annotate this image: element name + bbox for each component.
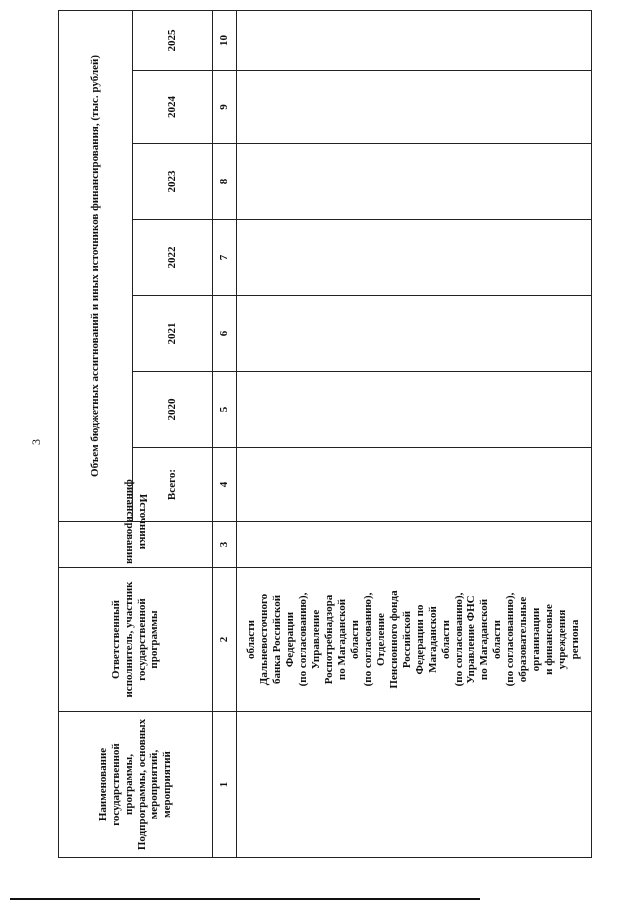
header-source: Источники финансирования [123, 479, 149, 564]
header-year-total: Всего: [133, 448, 213, 522]
executor-line: Управление ФНС [465, 595, 478, 684]
executor-line: Федерации [283, 611, 296, 668]
executor-line: Роспотребнадзора [322, 594, 335, 685]
executor-line: по Магаданской [478, 598, 491, 681]
executor-line: и финансовые [543, 604, 556, 675]
row-value-2020 [237, 372, 592, 448]
executor-line: области [348, 619, 361, 660]
column-number: 4 [213, 448, 237, 522]
row-value-2021 [237, 296, 592, 372]
executor-line: (по согласованию), [361, 592, 374, 687]
executor-line: Пенсионного фонда [387, 590, 400, 689]
executor-line: (по согласованию), [452, 592, 465, 687]
column-number: 2 [213, 568, 237, 712]
executor-line: образовательные [517, 596, 530, 683]
header-year-2024: 2024 [133, 71, 213, 144]
header-year-2023: 2023 [133, 144, 213, 220]
executor-lines [239, 571, 582, 708]
row-value-2025 [237, 10, 592, 70]
column-number: 7 [213, 220, 237, 296]
executor-line: Российской [400, 610, 413, 669]
rotated-table-wrapper [58, 31, 592, 858]
column-number: 8 [213, 144, 237, 220]
executor-line: (по согласованию), [296, 592, 309, 687]
row-executor [237, 568, 592, 712]
header-year-2022: 2022 [133, 220, 213, 296]
executor-line: региона [569, 619, 582, 660]
executor-line: учреждения [556, 609, 569, 670]
executor-line: организации [530, 607, 543, 672]
header-year-2020: 2020 [133, 372, 213, 448]
column-number: 5 [213, 372, 237, 448]
executor-line: (по согласованию), [504, 592, 517, 687]
row-value-2023 [237, 144, 592, 220]
row-value-total [237, 448, 592, 522]
executor-line: Федерации по [413, 604, 426, 675]
column-number: 1 [213, 712, 237, 858]
executor-line: области [245, 619, 257, 660]
executor-line: области [439, 619, 452, 660]
executor-line: банка Российской [270, 594, 283, 685]
executor-line: Управление [309, 609, 322, 670]
header-year-2021: 2021 [133, 296, 213, 372]
executor-line: области [491, 619, 504, 660]
page-number: 3 [29, 439, 43, 445]
row-name [237, 712, 592, 858]
bottom-rule [10, 898, 480, 900]
column-number: 10 [213, 10, 237, 70]
funding-table [58, 10, 592, 858]
header-executor: Ответственный исполнитель, участник государственной программы [59, 568, 213, 712]
column-number: 9 [213, 71, 237, 144]
header-funding-group: Объем бюджетных ассигнований и иных источников финансирования, (тыс. рублей) [59, 10, 133, 521]
row-value-2024 [237, 71, 592, 144]
executor-line: Дальневосточного [257, 593, 270, 686]
column-number: 3 [213, 522, 237, 568]
row-source [237, 522, 592, 568]
executor-line: по Магаданской [335, 598, 348, 681]
header-year-2025: 2025 [133, 10, 213, 70]
header-name: Наименование государственной программы, Подпрограммы, основных мероприятий, мероприятий [59, 712, 213, 858]
executor-line: Отделение [374, 613, 387, 666]
column-number: 6 [213, 296, 237, 372]
executor-line: Магаданской [426, 606, 439, 673]
row-value-2022 [237, 220, 592, 296]
